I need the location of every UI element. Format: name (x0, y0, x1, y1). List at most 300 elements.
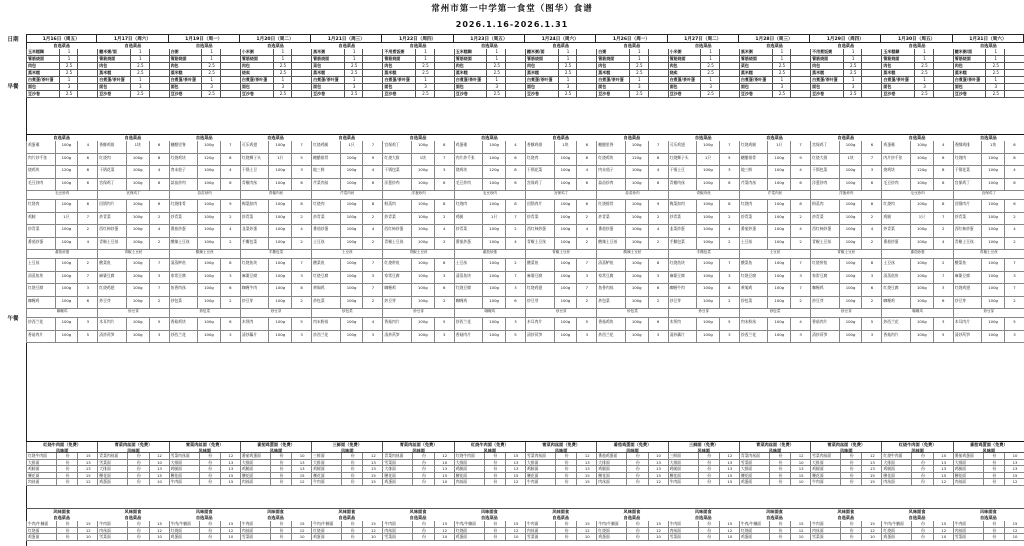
breakfast-item-name: 管筋烧面 (810, 56, 843, 62)
breakfast-item-price (576, 63, 596, 69)
breakfast-item-price (1004, 49, 1024, 55)
lunch-dish-qty: 100g (482, 238, 505, 250)
dinner-name: 牛肉面 (668, 521, 698, 527)
breakfast-row (240, 91, 311, 98)
breakfast-section (525, 49, 596, 135)
lunch-dish-qty: 100g (910, 318, 933, 330)
breakfast-item-name: 不用煮饭粥 (382, 49, 415, 55)
lunch-dish-price: 4 (790, 225, 810, 237)
breakfast-item-price (1004, 63, 1024, 69)
noodle-price: 15 (220, 479, 240, 485)
dinner-unit: 份 (911, 521, 932, 527)
day-column (382, 34, 453, 546)
lunch-dish-price: 6 (648, 284, 668, 296)
noodle-name: 鸡腿面 (881, 466, 911, 472)
lunch-dish-price: 7 (434, 154, 454, 166)
lunch-dish-price: 3 (362, 272, 382, 284)
breakfast-item-price (77, 77, 97, 83)
breakfast-item-name: 豆沙卷 (881, 91, 914, 97)
lunch-dish-name: 西红柿炒蛋 (810, 225, 839, 237)
dinner-price: 15 (1004, 521, 1024, 527)
lunch-dish-qty: 100g (839, 318, 862, 330)
noodle-unit: 份 (412, 479, 433, 485)
lunch-row (169, 166, 240, 179)
lunch-dish-price: 8 (1004, 154, 1024, 166)
lunch-dish-name: 可乐鸡翅 (240, 141, 269, 153)
lunch-dish-qty: 100g (625, 166, 648, 178)
breakfast-row (525, 63, 596, 70)
self-select-heading: 自选菜品 (124, 135, 142, 140)
lunch-dish-name: 黄焖鸡 (739, 284, 768, 296)
lunch-dish-price: 5 (77, 331, 97, 343)
day-column (810, 34, 881, 546)
lunch-dish-name: 青椒土豆丝 (953, 238, 982, 250)
lunch-dish-price: 8 (434, 200, 454, 212)
lunch-note: 青椒土豆丝 (953, 250, 1024, 259)
breakfast-item-qty: 2.5 (843, 70, 862, 76)
breakfast-item-qty: 1 (273, 56, 292, 62)
lunch-dish-name: 红烧肉 (311, 200, 340, 212)
lunch-row (311, 272, 382, 285)
dinner-price: 10 (576, 534, 596, 540)
self-select-heading: 自选菜品 (338, 135, 356, 140)
lunch-dish-name: 番茄炒蛋 (596, 225, 625, 237)
lunch-dish-name: 炒西兰花 (454, 318, 483, 330)
self-select-heading: 自选菜品 (979, 135, 997, 140)
breakfast-item-qty: 1 (914, 49, 933, 55)
breakfast-row (26, 49, 97, 56)
dinner-price: 12 (648, 528, 668, 534)
lunch-dish-price: 3 (1004, 272, 1024, 284)
lunch-dish-price: 7 (505, 272, 525, 284)
day-column (97, 34, 168, 546)
day-header: 1月26日（周一） (596, 34, 667, 43)
noodle-name: 牛肉面 (525, 479, 555, 485)
lunch-dish-name: 地三鲜 (311, 166, 340, 178)
lunch-dish-name: 黄焖鸡 (311, 284, 340, 296)
breakfast-item-name: 玉米糕糊 (454, 49, 487, 55)
noodle-name: 腰花面 (739, 473, 769, 479)
lunch-dish-price: 7 (291, 259, 311, 271)
lunch-dish-name: 韭菜炒蛋 (668, 225, 697, 237)
lunch-dish-qty: 100g (268, 213, 291, 225)
lunch-dish-qty: 100g (268, 238, 291, 250)
lunch-dish-price: 7 (77, 272, 97, 284)
self-select-heading: 自选菜品 (409, 43, 427, 48)
lunch-row (525, 213, 596, 226)
self-select-heading: 自选菜品 (124, 515, 142, 520)
noodle-price: 15 (77, 473, 97, 479)
day-header: 1月22日（周四） (382, 34, 453, 43)
dinner-unit: 份 (698, 534, 719, 540)
breakfast-row (881, 56, 952, 63)
lunch-dish-price: 3 (1004, 331, 1024, 343)
lunch-note: 炒豆芽 (382, 309, 453, 318)
noodle-section (881, 453, 952, 509)
breakfast-row (240, 63, 311, 70)
lunch-dish-name: 干锅花菜 (97, 166, 126, 178)
breakfast-item-name: 管筋烧面 (953, 56, 986, 62)
breakfast-item-price (861, 56, 881, 62)
lunch-row (739, 297, 810, 310)
lunch-row (810, 213, 881, 226)
lunch-dish-price: 3 (149, 331, 169, 343)
dinner-heading: 风味面食 (623, 509, 641, 514)
lunch-row (596, 141, 667, 154)
breakfast-item-name: 蒸米糕 (596, 70, 629, 76)
breakfast-item-name: 面包 (169, 84, 202, 90)
lunch-dish-name: 清炒莴笋 (97, 331, 126, 343)
lunch-dish-name: 回锅肉片 (97, 200, 126, 212)
lunch-note: 炒包菜 (311, 309, 382, 318)
breakfast-item-price (77, 70, 97, 76)
lunch-dish-qty: 100g (55, 284, 78, 296)
lunch-dish-name: 清蒸鲈鱼 (596, 259, 625, 271)
lunch-row (26, 200, 97, 213)
lunch-row (311, 225, 382, 238)
breakfast-item-qty: 2.5 (700, 70, 719, 76)
dinner-name: 雪菜面 (240, 534, 270, 540)
noodle-special: 番茄鸡蛋面（免费） (257, 442, 295, 447)
breakfast-item-price (149, 70, 169, 76)
noodle-price: 13 (719, 466, 739, 472)
breakfast-item-price (362, 56, 382, 62)
lunch-dish-name: 炒包菜 (311, 297, 340, 309)
breakfast-item-name: 肉包 (240, 63, 273, 69)
breakfast-row (525, 91, 596, 98)
dinner-name: 牛肉面 (810, 521, 840, 527)
breakfast-item-qty: 1 (985, 49, 1004, 55)
self-select-heading: 自选菜品 (979, 515, 997, 520)
dinner-price: 10 (291, 534, 311, 540)
breakfast-item-name: 豆沙卷 (739, 91, 772, 97)
lunch-section (169, 141, 240, 442)
lunch-dish-name: 肉末茄子 (596, 166, 625, 178)
breakfast-row (596, 70, 667, 77)
dinner-heading: 风味面食 (552, 509, 570, 514)
lunch-note: 宫保鸡丁 (525, 191, 596, 200)
breakfast-row (97, 84, 168, 91)
breakfast-row (311, 49, 382, 56)
lunch-row (240, 213, 311, 226)
lunch-dish-price: 5 (505, 331, 525, 343)
noodle-unit: 份 (270, 453, 291, 459)
lunch-row (881, 225, 952, 238)
dinner-price: 15 (149, 521, 169, 527)
lunch-dish-qty: 100g (696, 284, 719, 296)
lunch-row (169, 141, 240, 154)
dinner-heading: 风味面食 (979, 509, 997, 514)
lunch-dish-price: 4 (1004, 166, 1024, 178)
lunch-row (240, 179, 311, 192)
breakfast-row (596, 77, 667, 84)
lunch-dish-qty: 100g (55, 179, 78, 191)
noodle-name: 鸡腿面 (311, 466, 341, 472)
breakfast-item-name: 豆沙卷 (596, 91, 629, 97)
lunch-dish-price: 4 (77, 141, 97, 153)
lunch-dish-qty: 100g (554, 154, 577, 166)
lunch-dish-name: 干锅包菜 (810, 166, 839, 178)
lunch-dish-qty: 100g (482, 272, 505, 284)
lunch-row (739, 225, 810, 238)
lunch-dish-price: 4 (362, 225, 382, 237)
lunch-row (596, 179, 667, 192)
lunch-dish-price: 6 (861, 179, 881, 191)
noodle-name: 鸡腿面 (26, 466, 56, 472)
noodle-price: 13 (505, 466, 525, 472)
breakfast-item-name: 肉包 (169, 63, 202, 69)
lunch-dish-price: 4 (149, 225, 169, 237)
dinner-heading: 风味面食 (766, 509, 783, 514)
lunch-dish-name: 清炒莴笋 (953, 331, 982, 343)
breakfast-item-name: 管筋烧面 (382, 56, 415, 62)
breakfast-row (596, 91, 667, 98)
lunch-dish-qty: 100g (767, 318, 790, 330)
lunch-dish-qty: 100g (411, 213, 434, 225)
noodle-section (668, 453, 739, 509)
lunch-row (668, 200, 739, 213)
breakfast-item-qty: 1 (273, 49, 292, 55)
self-select-heading: 自选菜品 (837, 43, 855, 48)
lunch-dish-name: 红烧排骨 (169, 200, 198, 212)
noodle-price: 13 (648, 460, 668, 466)
lunch-dish-qty: 100g (340, 179, 363, 191)
noodle-unit: 份 (555, 460, 576, 466)
lunch-dish-name: 红烧肉 (97, 154, 126, 166)
day-column (169, 34, 240, 546)
dinner-name: 红烧面 (739, 528, 769, 534)
noodle-title: 风味面 (911, 447, 924, 453)
lunch-dish-price: 8 (434, 259, 454, 271)
breakfast-row (739, 70, 810, 77)
lunch-row (169, 259, 240, 272)
lunch-dish-price: 3 (861, 272, 881, 284)
lunch-row (525, 259, 596, 272)
lunch-note: 蒜苗炒肉 (169, 191, 240, 200)
lunch-dish-qty: 100g (696, 318, 719, 330)
lunch-row (739, 141, 810, 154)
noodle-price: 13 (220, 466, 240, 472)
noodle-name: 大排面 (97, 466, 127, 472)
lunch-dish-qty: 100g (126, 213, 149, 225)
lunch-dish-name: 红烧肉 (525, 154, 554, 166)
day-column (739, 34, 810, 546)
breakfast-item-name: 肉包 (382, 63, 415, 69)
breakfast-item-name: 蒸米糕 (881, 70, 914, 76)
lunch-dish-qty: 100g (482, 297, 505, 309)
breakfast-item-name: 白煮蛋/茶叶蛋 (525, 77, 558, 83)
dinner-name: 红烧面 (169, 528, 199, 534)
lunch-dish-price: 2 (790, 297, 810, 309)
lunch-row (26, 213, 97, 226)
lunch-dish-name: 西红柿炒蛋 (97, 225, 126, 237)
lunch-row (668, 297, 739, 310)
noodle-name: 鸡蛋面 (739, 479, 769, 485)
breakfast-item-name: 管筋烧面 (739, 56, 772, 62)
lunch-row (953, 259, 1024, 272)
lunch-dish-qty: 100g (625, 297, 648, 309)
lunch-dish-qty: 100g (197, 331, 220, 343)
dinner-name: 牛肉/牛腩面 (169, 521, 199, 527)
breakfast-item-name: 白粥 (596, 49, 629, 55)
lunch-row (311, 154, 382, 167)
lunch-dish-qty: 100g (197, 238, 220, 250)
noodle-price: 15 (434, 473, 454, 479)
noodle-name: 番茄鸡蛋面 (240, 453, 270, 459)
dinner-unit: 份 (199, 534, 220, 540)
lunch-row (668, 259, 739, 272)
breakfast-item-price (149, 84, 169, 90)
lunch-row (97, 154, 168, 167)
breakfast-row (525, 56, 596, 63)
breakfast-row (97, 77, 168, 84)
noodle-name: 腰花面 (525, 473, 555, 479)
lunch-dish-name: 肉片炒千张 (454, 154, 483, 166)
lunch-dish-price: 3 (790, 272, 810, 284)
noodle-price: 12 (576, 453, 596, 459)
breakfast-item-price (149, 63, 169, 69)
lunch-dish-qty: 100g (625, 141, 648, 153)
dinner-unit: 份 (911, 528, 932, 534)
lunch-dish-qty: 100g (554, 179, 577, 191)
lunch-dish-name: 香酥鸡排 (97, 141, 126, 153)
lunch-dish-qty: 100g (126, 318, 149, 330)
breakfast-row (311, 77, 382, 84)
day-header: 1月28日（周三） (739, 34, 810, 43)
breakfast-item-price (1004, 91, 1024, 97)
lunch-dish-name: 干锅土豆 (240, 166, 269, 178)
lunch-dish-name: 清蒸鱼块 (881, 272, 910, 284)
noodle-price: 10 (648, 453, 668, 459)
breakfast-item-qty: 1 (130, 49, 149, 55)
noodle-special: 番茄鸡蛋面（免费） (613, 442, 652, 447)
breakfast-item-qty: 3 (772, 84, 791, 90)
noodle-name: 鸡腿面 (525, 466, 555, 472)
dinner-price: 15 (77, 521, 97, 527)
lunch-dish-qty: 100g (411, 225, 434, 237)
lunch-dish-name: 西红柿炒蛋 (382, 225, 411, 237)
dinner-unit: 份 (626, 534, 647, 540)
lunch-row (881, 272, 952, 285)
lunch-row (739, 179, 810, 192)
lunch-dish-qty: 100g (197, 259, 220, 271)
dinner-section (97, 521, 168, 546)
lunch-dish-price: 6 (220, 179, 240, 191)
breakfast-item-price (291, 56, 311, 62)
breakfast-item-price (77, 91, 97, 97)
lunch-dish-price: 3 (77, 318, 97, 330)
lunch-dish-qty: 100g (696, 331, 719, 343)
lunch-row (169, 331, 240, 344)
noodle-price: 10 (149, 479, 169, 485)
lunch-dish-price: 7 (1004, 259, 1024, 271)
lunch-dish-qty: 100g (981, 225, 1004, 237)
lunch-row (525, 238, 596, 251)
breakfast-item-name: 肉包 (525, 63, 558, 69)
noodle-name: 雪菜肉丝面 (525, 453, 555, 459)
breakfast-item-qty: 2.5 (344, 63, 363, 69)
lunch-dish-name: 炒青菜 (454, 225, 483, 237)
lunch-dish-name: 青椒土豆丝 (525, 238, 554, 250)
noodle-special: 红烧牛肉面（免费） (470, 442, 509, 447)
lunch-note: 蒜苗炒肉 (596, 191, 667, 200)
lunch-row (169, 297, 240, 310)
breakfast-item-price (861, 63, 881, 69)
breakfast-item-name: 白煮蛋/茶叶蛋 (668, 77, 701, 83)
lunch-note: 炒豆芽 (97, 309, 168, 318)
lunch-row (97, 200, 168, 213)
lunch-dish-name: 香酥鸡排 (525, 141, 554, 153)
lunch-row (311, 179, 382, 192)
lunch-dish-price: 7 (362, 284, 382, 296)
lunch-dish-name: 宫保鸡丁 (97, 179, 126, 191)
dinner-heading: 风味面食 (53, 509, 71, 514)
lunch-row (881, 213, 952, 226)
breakfast-item-name: 豆沙卷 (953, 91, 986, 97)
breakfast-item-qty: 1 (700, 77, 719, 83)
lunch-dish-name: 红烧鸡腿 (311, 141, 340, 153)
lunch-row (525, 154, 596, 167)
self-select-heading: 自选菜品 (837, 135, 855, 140)
lunch-dish-price: 3 (861, 331, 881, 343)
lunch-dish-name: 香酥鸡排 (953, 141, 982, 153)
breakfast-section (26, 49, 97, 135)
lunch-dish-name: 香菇肉片 (454, 331, 483, 343)
lunch-row (97, 225, 168, 238)
lunch-dish-qty: 100g (910, 141, 933, 153)
lunch-dish-qty: 100g (767, 238, 790, 250)
lunch-row (97, 213, 168, 226)
breakfast-item-name: 白煮蛋/茶叶蛋 (953, 77, 986, 83)
lunch-note: 毛豆炒肉 (454, 191, 525, 200)
lunch-dish-name: 红烧豆腐 (454, 284, 483, 296)
lunch-row (739, 284, 810, 297)
noodle-price: 12 (505, 479, 525, 485)
breakfast-row (97, 63, 168, 70)
self-select-heading: 自选菜品 (267, 135, 284, 140)
breakfast-item-name: 蒸米糕 (454, 70, 487, 76)
self-select-heading: 自选菜品 (694, 515, 712, 520)
dinner-heading: 风味面食 (267, 509, 284, 514)
lunch-dish-price: 4 (719, 225, 739, 237)
dinner-heading: 风味面食 (908, 509, 926, 514)
noodle-price: 13 (1004, 460, 1024, 466)
lunch-row (810, 141, 881, 154)
noodle-price: 15 (719, 479, 739, 485)
lunch-dish-qty: 100g (340, 200, 363, 212)
breakfast-item-qty: 2.5 (772, 91, 791, 97)
breakfast-item-qty: 3 (985, 84, 1004, 90)
lunch-dish-price: 2 (576, 213, 596, 225)
breakfast-item-qty: 2.5 (201, 70, 220, 76)
lunch-dish-qty: 100g (268, 179, 291, 191)
breakfast-item-name: 豆沙卷 (454, 91, 487, 97)
breakfast-item-price (648, 63, 668, 69)
lunch-dish-name: 肉末粉丝 (311, 318, 340, 330)
lunch-dish-price: 8 (861, 200, 881, 212)
lunch-dish-qty: 100g (981, 331, 1004, 343)
noodle-row (311, 479, 382, 486)
noodle-unit: 份 (983, 466, 1004, 472)
dinner-name: 鸡蛋面 (596, 534, 626, 540)
lunch-dish-qty: 100g (767, 154, 790, 166)
noodle-price: 13 (861, 460, 881, 466)
noodle-special: 青菜肉丝面（免费） (114, 442, 153, 447)
lunch-dish-price: 2 (933, 259, 953, 271)
dinner-name: 牛肉面 (525, 521, 555, 527)
lunch-dish-price: 5 (933, 331, 953, 343)
dinner-name: 鸡蛋面 (169, 534, 199, 540)
